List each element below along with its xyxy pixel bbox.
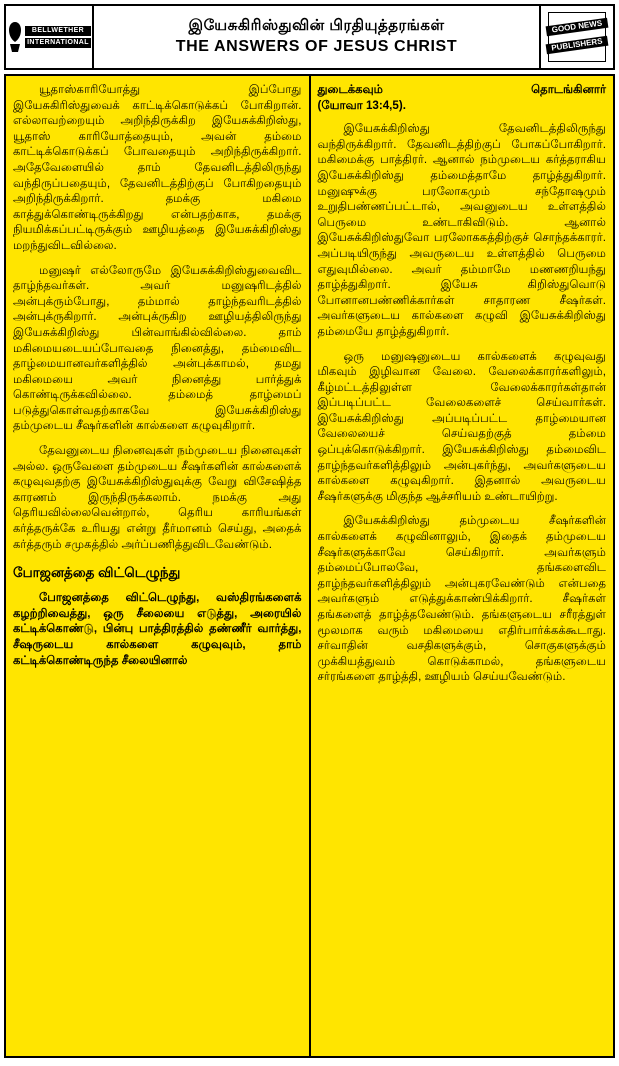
paragraph: இயேசுக்கிறிஸ்து தம்முடைய சீஷர்களின் கால்களைக் கழுவினாலும், இதைக் தம்முடைய சீஷர்களுக்காவே செய்கிறார். அவர்களும் தம்மைப்போலவே, தங்களைவிட தாழ்ந்தவர்களித்திலும் அன்புகரவேண்டும் என்பதை அவர்களும் எடுத்துக்காண்பிக்கிறார். சீஷர்கள் தங்களைத் தாழ்த்தவேண்டும். தங்களுடைய சரீரத்துள் மூலமாக வரும் மகிமையை எதிர்பார்க்கக்கூடாது. சர்வாதின் வசதிகளுக்கும், சொகுகளுக்கும் முக்கியத்துவம் கொடுக்காமல், தங்களுடைய சர்ரங்களை தாழ்த்தி, ஊழியம் செய்யவேண்டும்.	[317, 514, 606, 684]
title-english: THE ANSWERS OF JESUS CHRIST	[175, 38, 458, 55]
continuation-header	[318, 82, 607, 98]
continuation-left: துடைக்கவும்	[317, 83, 384, 96]
right-column	[311, 76, 614, 1056]
good-news-publishers-logo	[539, 6, 613, 68]
paragraph: போஜனத்தை விட்டெழுந்து, வஸ்திரங்களைக் கழற்றிவைத்து, ஒரு சீலையை எடுத்து, அரையில் கட்டிக்கொண்டு, பின்பு பாத்திரத்தில் தண்ணீர் வார்த்து, சீஷருடைய கால்களை கழுவுவும், தாம் கட்டிக்கொண்டிருந்த சீலையினால்	[13, 591, 302, 667]
section-heading: போஜனத்தை விட்டெழுந்து	[13, 565, 181, 581]
masthead	[4, 4, 615, 70]
logo-line-1: BELLWETHER	[25, 26, 91, 36]
ram-icon	[7, 20, 23, 54]
continuation-right: தொடங்கினார்	[531, 83, 606, 96]
logo-line-2: PUBLISHERS	[546, 36, 609, 55]
paragraph: தேவனுடைய நினைவுகள் நம்முடைய நினைவுகள் அல்ல. ஒருவேளை தம்முடைய சீஷர்களின் கால்களைக் கழுவுவதற்கு இயேசுக்கிறிஸ்துவுக்கு வேறு விசேஷித்த காரணம் இருந்திருக்கலாம். நமக்கு அது தெரியவில்லைவென்றால், தெரிய காரியங்கள் கர்த்தருக்கே உரியது என்று தீர்மானம் செய்து, அதைக் கர்த்தரும் சமுகத்தில் அர்ப்பணித்துவிடவேண்டும்.	[13, 444, 302, 551]
logo-line-1: GOOD NEWS	[546, 18, 609, 37]
paragraph: மனுஷர் எல்லோருமே இயேசுக்கிறிஸ்துவைவிட தாழ்ந்தவர்கள். அவர் மனுஷரிடத்தில் அன்புக்ரும்போது, தம்மால் தாழ்ந்தவரிடத்தில் அன்புக்ருகிறார். அன்புக்ருகிற ஊழியத்திலிருந்து இயேசுக்கிறிஸ்து பின்வாங்கில்வில்லை. தாம் மகிமையடையப்போவதை நினைத்து, தம்மைவிட தாழ்மையானவர்களித்தில் அன்புக்காமல், தமது மகிமையை அவர் நினைத்து பார்த்துக் கொண்டிருக்கவில்லை. தம்மைத் தாழ்மைப் படுத்துகொள்வதற்காகவே இயேசுக்கிறிஸ்து தம்முடைய சீஷர்களின் கால்களை கழுவுகிறார்.	[13, 263, 302, 433]
paragraph: ஒரு மனுஷனுடைய கால்களைக் கழுவுவது மிகவும் இழிவான வேலை. வேலைக்காரர்களிலும், கீழ்மட்டத்திலுள்ள வேலைக்காரர்கள்தான் இப்படிப்பட்ட வேலைகளைச் செய்வார்கள். இயேசுக்கிறிஸ்து அப்படிப்பட்ட தாழ்மையான வேலையைச் செய்வதற்குத் தம்மை ஒப்புக்கொடுக்கிறார். இயேசுக்கிறிஸ்து தம்மைவிட தாழ்ந்தவர்களித்திலும் அன்புகர்ந்து, அவர்களுடைய கால்களை கழுவுகிறார். இதனால் அவருடைய சீஷர்களுக்கு மிகுந்த ஆச்சரியம் உண்டாயிற்று.	[317, 349, 606, 503]
tract-body	[4, 74, 615, 1058]
title-tamil: இயேசுகிரிஸ்துவின் பிரதியுத்தரங்கள்	[188, 17, 445, 34]
scripture-reference: (யோவா 13:4,5).	[317, 98, 406, 112]
paragraph: இயேசுக்கிறிஸ்து தேவனிடத்திலிருந்து வந்திருக்கிறார். தேவனிடத்திற்குப் போகப்போகிறார். மகிமைக்கு பாத்திரர். ஆனால் நம்முடைய கர்த்தராகிய இயேசுக்கிறிஸ்து தம்மைத்தாமே தாழ்த்துகிறார். மனுஷுக்கு பரலோகமும் சந்தோஷமும் உறுதிபண்ணப்பட்டால், அவனுடைய உள்ளத்தில் பெருமை உண்டாகிவிடும். ஆனால் இயேசுக்கிறிஸ்துவோ பரலோககத்திற்குச் சொந்தக்காரர். அப்படியிருந்து அவருடைய உள்ளத்தில் பெருமை எதுவுமில்லை. அவர் தம்மாமே மணணறியந்து தாழ்த்துகிறார். இயேசு கிறிஸ்துவொடு போனானபண்ணிக்கார்கள் சாதாரண சீஷர்கள். அவர்களுடைய கால்களை கழுவி இயேசுக்கிறிஸ்து தம்மையே தாழ்த்துகிறார்.	[317, 122, 606, 338]
page-title	[94, 6, 539, 68]
bellwether-international-logo	[6, 6, 94, 68]
left-column	[6, 76, 311, 1056]
paragraph: யூதாஸ்காரியோத்து இப்போது இயேசுகிரிஸ்துவைக் காட்டிக்கொடுக்கப் போகிறான். எல்லாவற்றையும் அறிந்திருக்கிற இயேசுக்கிறிஸ்து, யூதாஸ் காரியோத்தையும், அவன் தம்மை காட்டிக்கொடுக்கப் போவதையும் அறிந்திருக்கிறார். அதேவேளையில் தாம் தேவனிடத்திலிருந்து வந்திருப்பதையும், தேவனிடத்திற்குப் போகிறதையும் அறிந்திருக்கிறார். தமக்கு மகிமை காத்துக்கொண்டிருக்கிறது என்பதற்காக, தமக்கு நியமிக்கப்பட்டிருக்கும் ஊழியத்தை இயேசுக்கிறிஸ்து மறந்துவிடவில்லை.	[13, 83, 302, 252]
logo-line-2: INTERNATIONAL	[27, 39, 89, 46]
